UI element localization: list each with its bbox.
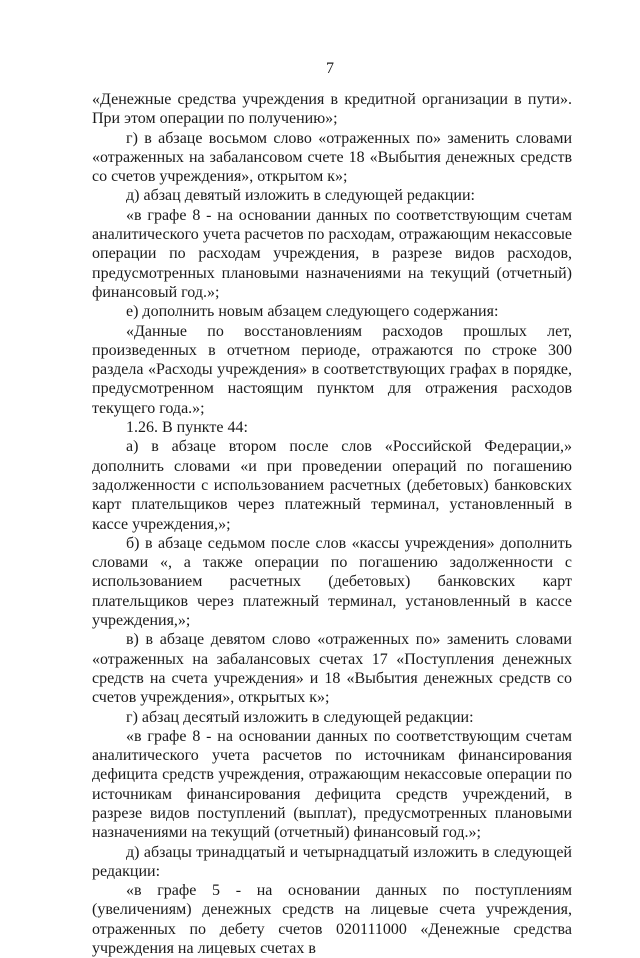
paragraph-item-b-abzac-7: б) в абзаце седьмом после слов «кассы учреждения» дополнить словами «, а также операции по погашению задолженности с использованием расчетных (дебетовых) банковских карт плательщиков через платежный терминал, установленный в кассе учреждения,»; [92, 534, 572, 630]
paragraph-item-d-abzac-9: д) абзац девятый изложить в следующей редакции: [126, 187, 475, 205]
paragraph-quote-grafa-8-expenses: «в графе 8 - на основании данных по соответствующим счетам аналитического учета расчетов по расходам, отражающим некассовые операции по расходам учреждения, в разрезе видов расходов, предусмотренных плановыми назначениями на текущий (отчетный) финансовый год.»; [92, 206, 572, 301]
paragraph-quote-grafa-8-sources: «в графе 8 - на основании данных по соответствующим счетам аналитического учета расчетов по источникам финансирования дефицита средств учреждения, отражающим некассовые операции по источникам финансирования дефицита средств учреждений, в разрезе видов поступлений (выплат), предусмотренных плановыми назначениями на текущий (отчетный) финансовый год.»; [92, 727, 572, 842]
document-body [92, 90, 572, 958]
paragraph-item-a-abzac-2: а) в абзаце втором после слов «Российской Федерации,» дополнить словами «и при проведении операций по погашению задолженности с использованием расчетных (дебетовых) банковских карт плательщиков через платежный терминал, установленный в кассе учреждения,»; [92, 438, 572, 533]
paragraph-quote-grafa-5: «в графе 5 - на основании данных по поступлениям (увеличениям) денежных средств на лицевые счета учреждения, отраженных по дебету счетов 020111000 «Денежные средства учреждения на лицевых счетах в [92, 882, 572, 958]
paragraph-item-g-abzac-10: г) абзац десятый изложить в следующей редакции: [126, 708, 474, 726]
paragraph-continuation: «Денежные средства учреждения в кредитной организации в пути». При этом операции по получению»; [92, 91, 572, 128]
page-number: 7 [326, 60, 334, 77]
paragraph-item-d-abzac-13-14: д) абзацы тринадцатый и четырнадцатый изложить в следующей редакции: [92, 843, 572, 880]
paragraph-item-e-new-abzac: е) дополнить новым абзацем следующего содержания: [126, 303, 499, 321]
paragraph-item-v-abzac-9: в) в абзаце девятом слово «отраженных по» заменить словами «отраженных на забалансовых счетах 17 «Поступления денежных средств на счета учреждения» и 18 «Выбытия денежных средств со счетов учреждения», открытых к»; [92, 631, 572, 707]
paragraph-item-g-abzac-8: г) в абзаце восьмом слово «отраженных по» заменить словами «отраженных на забалансовом счете 18 «Выбытия денежных средств со счетов учреждения», открытом к»; [92, 129, 572, 186]
paragraph-section-1-26: 1.26. В пункте 44: [126, 419, 248, 437]
paragraph-quote-restoration: «Данные по восстановлениям расходов прошлых лет, произведенных в отчетном периоде, отражаются по строке 300 раздела «Расходы учреждения» в соответствующих графах в порядке, предусмотренном настоящим пунктом для отражения расходов текущего года.»; [92, 322, 572, 417]
